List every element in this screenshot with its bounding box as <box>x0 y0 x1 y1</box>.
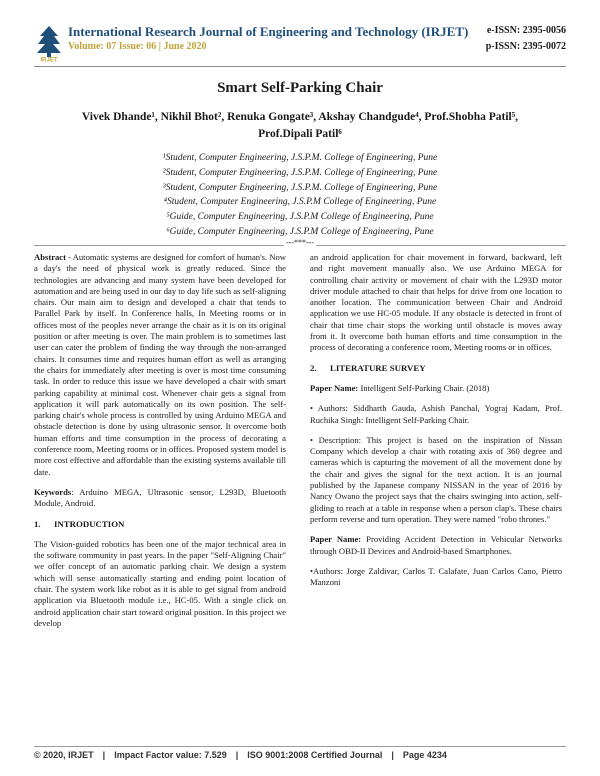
page-number: Page 4234 <box>402 750 447 760</box>
affiliation: ²Student, Computer Engineering, J.S.P.M. College of Engineering, Pune <box>162 167 438 178</box>
author-list <box>60 109 540 143</box>
authors-line-1: Vivek Dhande¹, Nikhil Bhot², Renuka Gongate³, Akshay Chandgude⁴, Prof.Shobha Patil⁵, <box>81 111 519 123</box>
section-title: INTRODUCTION <box>54 518 125 529</box>
section-title: LITERATURE SURVEY <box>330 362 426 373</box>
footer-rule <box>34 746 566 747</box>
section-heading-introduction <box>34 519 286 530</box>
affiliation: ³Student, Computer Engineering, J.S.P.M. College of Engineering, Pune <box>162 182 438 193</box>
footer-separator: | <box>235 750 239 760</box>
paper-title: Smart Self-Parking Chair <box>217 80 383 96</box>
paper-name-label: Paper Name: <box>310 534 362 545</box>
paper-name-value: Intelligent Self-Parking Chair. (2018) <box>358 382 490 393</box>
footer-separator: | <box>391 750 394 760</box>
abstract <box>34 252 286 478</box>
section-number: 2. <box>310 362 317 373</box>
paper-1-authors: • Authors: Siddharth Gauda, Ashish Panchal, Yograj Kadam, Prof. Ruchika Singh: Intelligent Self-Parking Chair. <box>310 403 562 425</box>
journal-header <box>34 22 566 68</box>
page-footer <box>34 750 566 760</box>
paper-1-description: • Description: This project is based on the inspiration of Nissan Company which develop a chair with rotating axis of 360 degree and cameras which is capturing the movement of all the movement done by the chair and gives the signal for the next action. It is an journal published by the Japanese company NISSAN in the year of 2016 by Nancy Owano the project says that the chairs swinging into action, self-gliding to reach at a table in response when a person clap's. These chairs perform reverse and turn operation. They were named "robo thrones." <box>310 434 562 524</box>
introduction-text: The Vision-guided robotics has been one of the major technical area in the software community in past years. In the paper "Self-Aligning Chair" we offer concept of an automatic parking chair. We design a system which will sense automatically starting and ending point location of chair. The system work like robot as it is able to get signal from android application via Bluetooth module i.e., HC-05. With a single click on android application chair start toward original position. In this project we develop <box>34 538 286 628</box>
e-issn: e-ISSN: 2395-0056 <box>486 25 566 36</box>
right-column <box>310 252 562 597</box>
logo-text: IRJET <box>40 57 58 62</box>
affiliation: ⁵Guide, Computer Engineering, J.S.P.M College of Engineering, Pune <box>166 212 434 223</box>
paper-1-name <box>310 383 562 394</box>
keywords-label: Keywords <box>34 486 72 497</box>
divider-stars: ---***--- <box>286 238 314 247</box>
header-rule <box>34 66 566 67</box>
affiliation: ⁶Guide, Computer Engineering, J.S.P.M College of Engineering, Pune <box>166 226 434 237</box>
section-number: 1. <box>34 518 41 529</box>
abstract-text: - Automatic systems are designed for comfort of human's. Now a day's the need of physical work is greatly reduced. Since the technologies are advancing and many system have been developed for automation and are being used in our day to day life such as self-aligning chairs. Our main aim to design and developed a chair that tends to Parallel Park by itself. In Conference halls, In Meeting rooms or in offices most of the peoples never arrange the chair as it is on its original position or after meeting is over. The main problem is to sometimes last user can cater the problem of finding the way through the non-arranged chairs. It consumes time and requires human effort as well as arranging the chairs for immediately after meeting is over is most time consuming task. In order to reduce this issue we have developed a chair with smart parking capability at minimal cost. Whenever chair gets a signal from application it will park automatically on its own position. The self- parking chair's whole process is controlled by using Arduino MEGA and obstacle detection is done by using ultrasonic sensor. It overcome both human efforts and time consumption in the process of decorating a conference room, Meeting rooms or in offices. Proposed system model is more cost effective and affordable than the existing systems available till date. <box>34 252 286 477</box>
section-heading-literature-survey <box>310 363 562 374</box>
impact-factor: Impact Factor value: 7.529 <box>114 750 227 760</box>
paper-name-value: Providing Accident Detection in Vehicular Networks through OBD-II Devices and Android-based Smartphones. <box>310 534 562 556</box>
journal-title: International Research Journal of Engineering and Technology (IRJET) <box>68 24 469 39</box>
paper-2-authors: •Authors: Jorge Zaldivar, Carlos T. Calafate, Juan Carlos Cano, Pietro Manzoni <box>310 565 562 588</box>
paper-name-label: Paper Name: <box>310 382 359 393</box>
keywords <box>34 487 286 510</box>
left-column <box>34 252 286 638</box>
iso-certification: ISO 9001:2008 Certified Journal <box>247 750 383 760</box>
irjet-logo <box>34 22 64 62</box>
affiliation: ⁴Student, Computer Engineering, J.S.P.M College of Engineering, Pune <box>163 197 437 208</box>
footer-separator: | <box>102 750 106 760</box>
paper-2-name <box>310 534 562 557</box>
affiliation: ¹Student, Computer Engineering, J.S.P.M. College of Engineering, Pune <box>162 153 438 163</box>
authors-line-2: Prof.Dipali Patil⁶ <box>258 128 342 140</box>
introduction-continued: an android application for chair movement in forward, backward, left and right movement manually also. We use Arduino MEGA for controlling chair activity or movement of chair with the L293D motor driver module attached to chair that helps for drive from one location to another location. The communication between Chair and Android application we use HC-05 module. If any obstacle is detected in front of chair that time chair stops the working until obstacle is moves away from it. It overcome both human efforts and time consumption in the process of decorating a conference room, Meeting rooms or in offices. <box>310 252 562 353</box>
keywords-text: : Arduino MEGA, Ultrasonic sensor, L293D, Bluetooth Module, Android. <box>34 486 286 509</box>
abstract-label: Abstract <box>34 252 66 262</box>
copyright: © 2020, IRJET <box>34 750 94 760</box>
volume-issue: Volume: 07 Issue: 06 | June 2020 <box>68 41 207 52</box>
affiliations <box>90 151 510 240</box>
p-issn: p-ISSN: 2395-0072 <box>485 41 566 52</box>
